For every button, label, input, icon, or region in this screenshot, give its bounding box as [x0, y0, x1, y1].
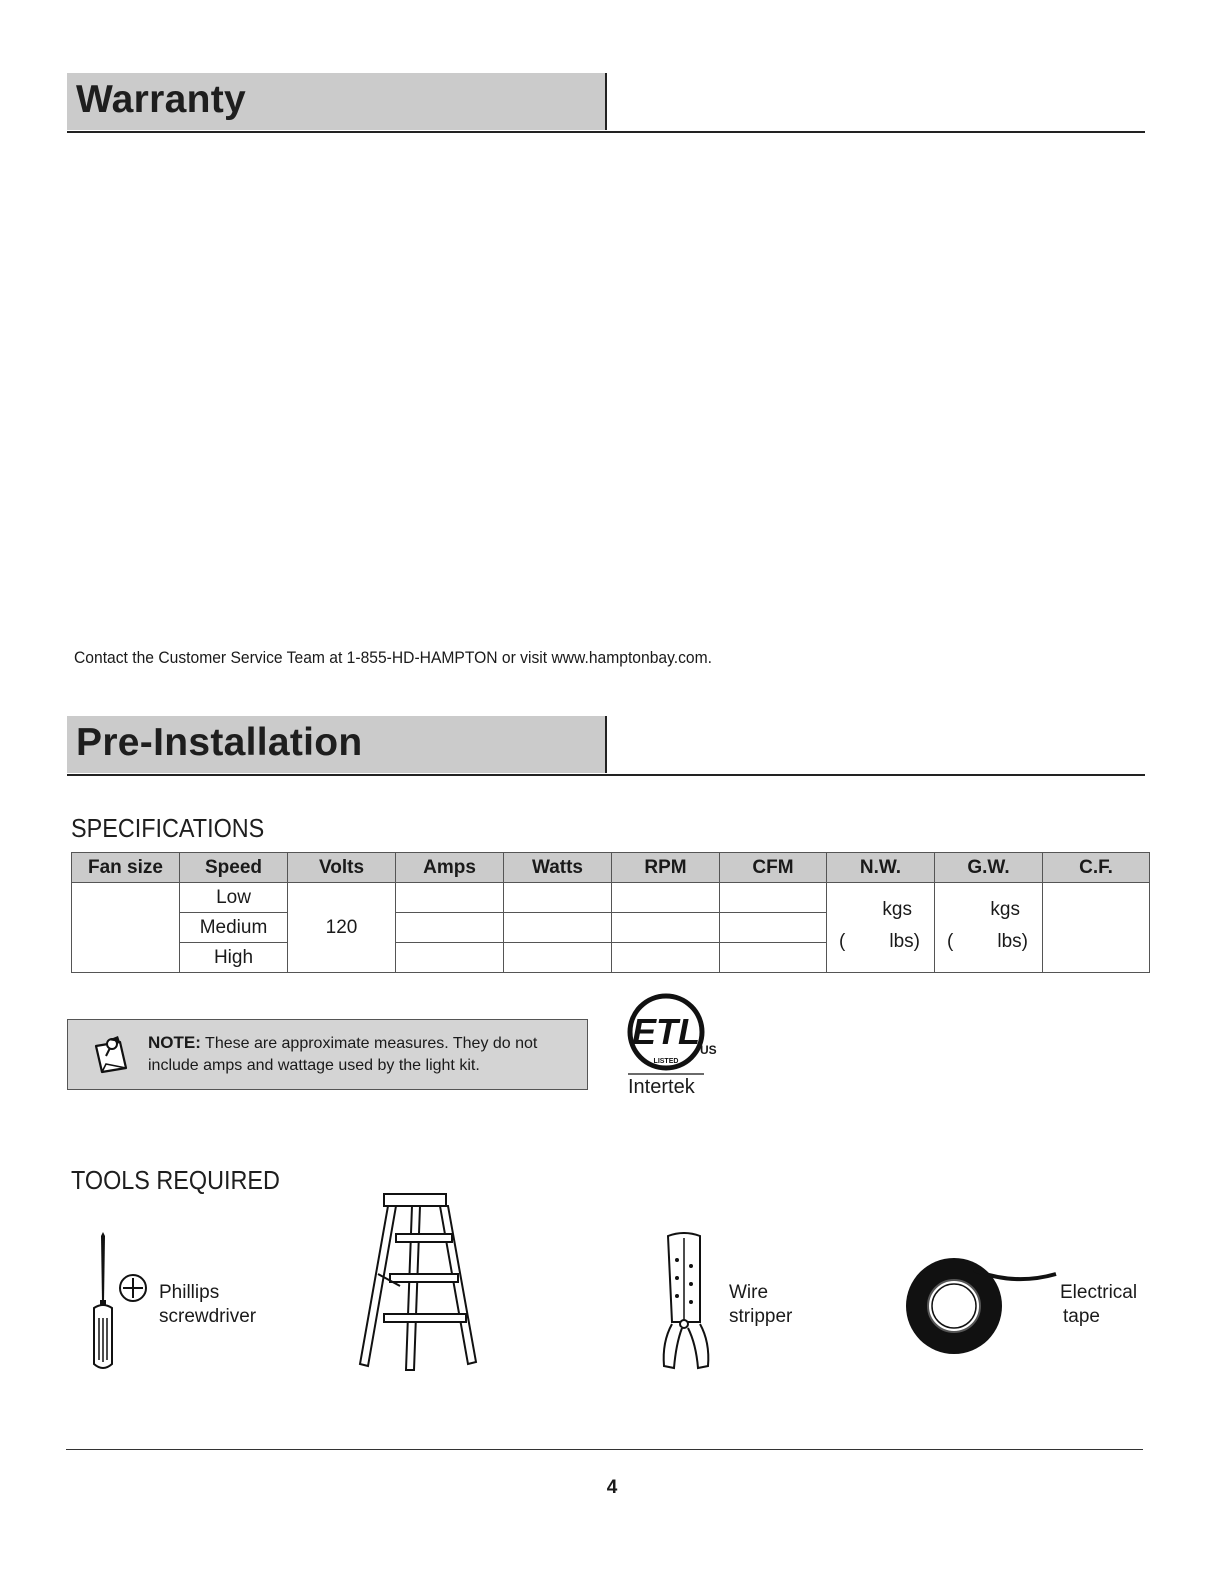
col-header-speed: Speed: [180, 853, 288, 883]
col-header-fan-size: Fan size: [72, 853, 180, 883]
watts-medium-cell: [504, 913, 612, 943]
note-body: These are approximate measures. They do not include amps and wattage used by the light kit.: [148, 1035, 538, 1074]
col-header-gw: G.W.: [935, 853, 1043, 883]
tool-label-screwdriver: [159, 1281, 256, 1329]
col-header-rpm: RPM: [612, 853, 720, 883]
cf-cell: [1043, 883, 1150, 973]
note-label: NOTE:: [148, 1033, 201, 1052]
cfm-high-cell: [720, 943, 827, 973]
rpm-low-cell: [612, 883, 720, 913]
tool-label-line1: Phillips: [159, 1282, 220, 1303]
specifications-heading: SPECIFICATIONS: [71, 813, 265, 843]
contact-info: Contact the Customer Service Team at 1-855-HD-HAMPTON or visit www.hamptonbay.com.: [74, 648, 712, 667]
page-number: 4: [606, 1477, 618, 1498]
nw-lb-open: (: [839, 931, 846, 952]
nw-cell: [827, 883, 935, 973]
tools-required-heading: TOOLS REQUIRED: [71, 1165, 280, 1195]
nw-kg-unit: kgs: [882, 899, 912, 920]
phillips-screwdriver-icon: [84, 1232, 154, 1374]
col-header-cfm: CFM: [720, 853, 827, 883]
volts-cell: 120: [288, 883, 396, 973]
watts-high-cell: [504, 943, 612, 973]
preinstallation-title-band: [67, 716, 607, 773]
speed-medium-cell: Medium: [180, 913, 288, 943]
rpm-medium-cell: [612, 913, 720, 943]
tool-label-line2: tape: [1063, 1306, 1100, 1327]
step-ladder-icon: [354, 1190, 484, 1374]
etl-mark-text: ETL: [632, 1011, 700, 1052]
etl-certification-mark: [624, 990, 734, 1102]
note-text: [148, 1032, 578, 1077]
intertek-rule: [628, 1073, 704, 1075]
watts-low-cell: [504, 883, 612, 913]
amps-high-cell: [396, 943, 504, 973]
table-row: [72, 883, 1150, 913]
speed-high-cell: High: [180, 943, 288, 973]
tool-label-line1: Wire: [729, 1282, 769, 1303]
tool-label-line2: screwdriver: [159, 1306, 257, 1327]
col-header-cf: C.F.: [1043, 853, 1150, 883]
cfm-medium-cell: [720, 913, 827, 943]
col-header-amps: Amps: [396, 853, 504, 883]
preinstallation-title: Pre-Installation: [76, 721, 363, 764]
preinstallation-section-header: [67, 716, 1145, 776]
table-header-row: [72, 853, 1150, 883]
intertek-logo-text: Intertek: [628, 1076, 695, 1098]
warranty-section-header: [67, 73, 1145, 133]
wire-stripper-icon: [656, 1232, 716, 1374]
etl-listed-icon: [626, 992, 710, 1076]
specifications-table: [71, 852, 1150, 973]
nw-lb-unit: lbs): [889, 931, 920, 952]
tool-label-line2: stripper: [729, 1306, 793, 1327]
note-box: [67, 1019, 588, 1090]
etl-country: US: [700, 1043, 717, 1057]
gw-lb-open: (: [947, 931, 954, 952]
cfm-low-cell: [720, 883, 827, 913]
fan-size-cell: [72, 883, 180, 973]
amps-medium-cell: [396, 913, 504, 943]
amps-low-cell: [396, 883, 504, 913]
gw-cell: [935, 883, 1043, 973]
tool-label-line1: Electrical: [1060, 1282, 1138, 1303]
note-pushpin-icon: [90, 1032, 134, 1076]
gw-lb-unit: lbs): [997, 931, 1028, 952]
footer-divider: [66, 1449, 1143, 1450]
col-header-watts: Watts: [504, 853, 612, 883]
electrical-tape-icon: [904, 1254, 1064, 1358]
rpm-high-cell: [612, 943, 720, 973]
col-header-nw: N.W.: [827, 853, 935, 883]
col-header-volts: Volts: [288, 853, 396, 883]
tool-label-electrical-tape: [1060, 1281, 1137, 1329]
warranty-title: Warranty: [76, 78, 246, 121]
gw-kg-unit: kgs: [990, 899, 1020, 920]
speed-low-cell: Low: [180, 883, 288, 913]
etl-listed-text: LISTED: [653, 1058, 679, 1065]
tool-label-wire-stripper: [729, 1281, 792, 1329]
warranty-title-band: [67, 73, 607, 130]
